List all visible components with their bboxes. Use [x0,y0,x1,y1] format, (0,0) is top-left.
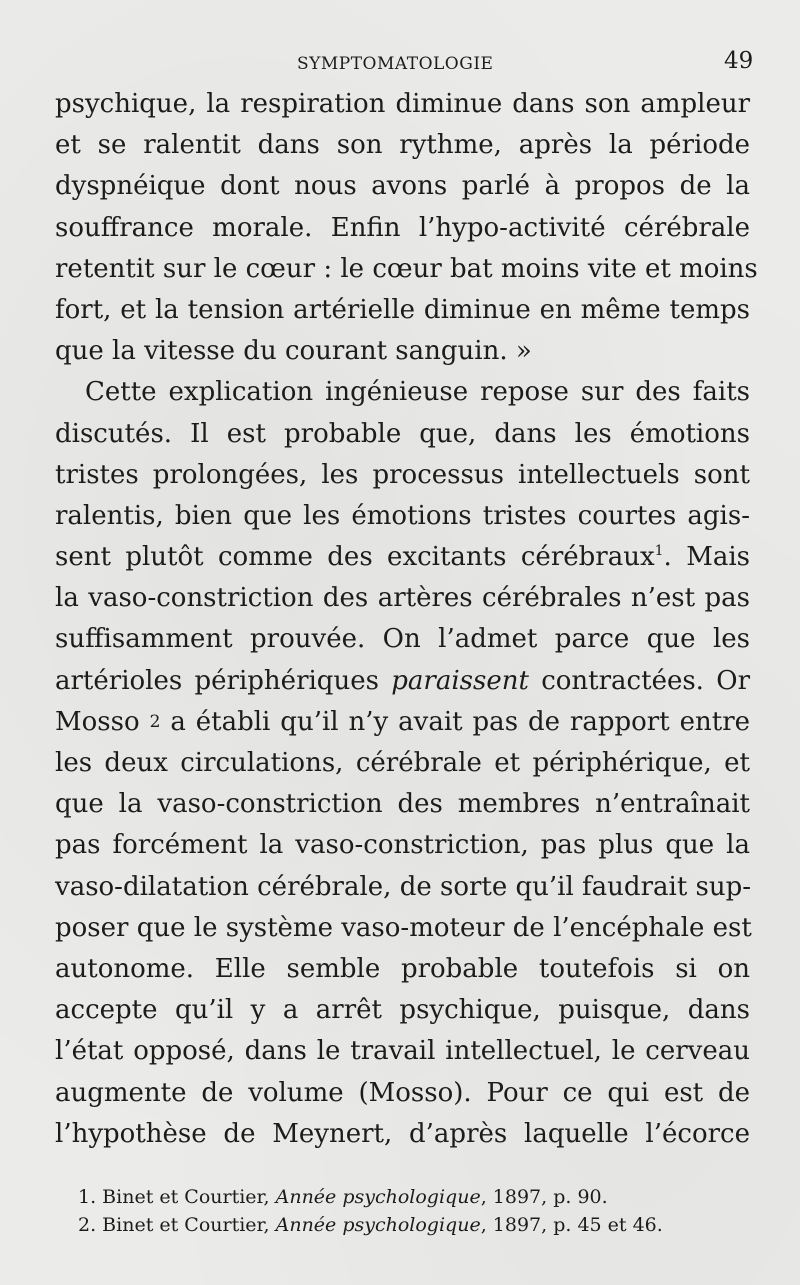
text-line: tristes prolongées, les processus intellectuels sont [55,459,750,490]
text-segment: artérioles périphériques [55,665,379,696]
text-segment: sent plutôt comme des excitants cérébraux [55,542,655,573]
text-line: la vaso-constriction des artères cérébrales n’est pas [55,583,750,614]
text-line: accepte qu’il y a arrêt psychique, puisque, dans [55,995,750,1026]
text-line: psychique, la respiration diminue dans son ampleur [55,89,750,119]
text-line: dyspnéique dont nous avons parlé à propos de la [55,171,750,202]
running-title: SYMPTOMATOLOGIE [297,54,494,74]
text-line: ralentis, bien que les émotions tristes courtes agis- [55,500,750,531]
page-number: 49 [724,48,754,74]
text-line: et se ralentit dans son rythme, après la période [55,130,750,161]
text-line: l’hypothèse de Meynert, d’après laquelle l’écorce [55,1118,750,1149]
text-line: que la vitesse du courant sanguin. » [55,336,532,367]
footnote-ref-2[interactable]: 2 [149,711,161,732]
footnote-title: Année psychologique [275,1186,481,1208]
text-segment: contractées. Or [541,665,750,696]
text-line: que la vaso-constriction des membres n’entraînait [55,789,750,820]
text-line: fort, et la tension artérielle diminue en même temps [55,294,750,325]
text-segment: Mosso [55,706,140,737]
footnotes [78,1183,758,1239]
text-line: les deux circulations, cérébrale et périphérique, et [55,748,750,778]
text-segment: . Mais [663,542,750,573]
text-line-with-note [55,702,750,743]
page-header [0,48,800,78]
text-line-with-note [55,537,750,578]
footnote-1 [78,1183,758,1211]
text-line-with-italic [55,661,750,702]
text-line: pas forcément la vaso-constriction, pas plus que la [55,830,750,861]
text-line: discutés. Il est probable que, dans les émotions [55,418,750,449]
text-line: poser que le système vaso-moteur de l’encéphale est [55,912,752,943]
text-line: vaso-dilatation cérébrale, de sorte qu’il faudrait sup- [55,871,752,902]
footnote-lead: 1. Binet et Courtier, [78,1186,276,1208]
text-segment: a établi qu’il n’y avait pas de rapport entre [170,706,751,737]
text-line: suffisamment prouvée. On l’admet parce que les [55,624,750,655]
footnote-ref-1[interactable]: 1 [654,543,664,560]
text-line: augmente de volume (Mosso). Pour ce qui est de [55,1077,750,1108]
footnote-2 [78,1211,758,1239]
footnote-tail: , 1897, p. 90. [480,1186,608,1208]
body-text [55,84,758,1155]
text-line: Cette explication ingénieuse repose sur des faits [85,377,750,408]
text-line: retentit sur le cœur : le cœur bat moins vite et moins [55,253,758,284]
footnote-lead: 2. Binet et Courtier, [78,1214,276,1236]
text-line: souffrance morale. Enfin l’hypo-activité cérébrale [55,212,750,243]
text-line: l’état opposé, dans le travail intellectuel, le cerveau [55,1036,750,1067]
text-line: autonome. Elle semble probable toutefois si on [55,953,750,984]
footnote-title: Année psychologique [275,1214,481,1236]
footnote-tail: , 1897, p. 45 et 46. [480,1214,663,1236]
italic-word: paraissent [391,665,529,696]
